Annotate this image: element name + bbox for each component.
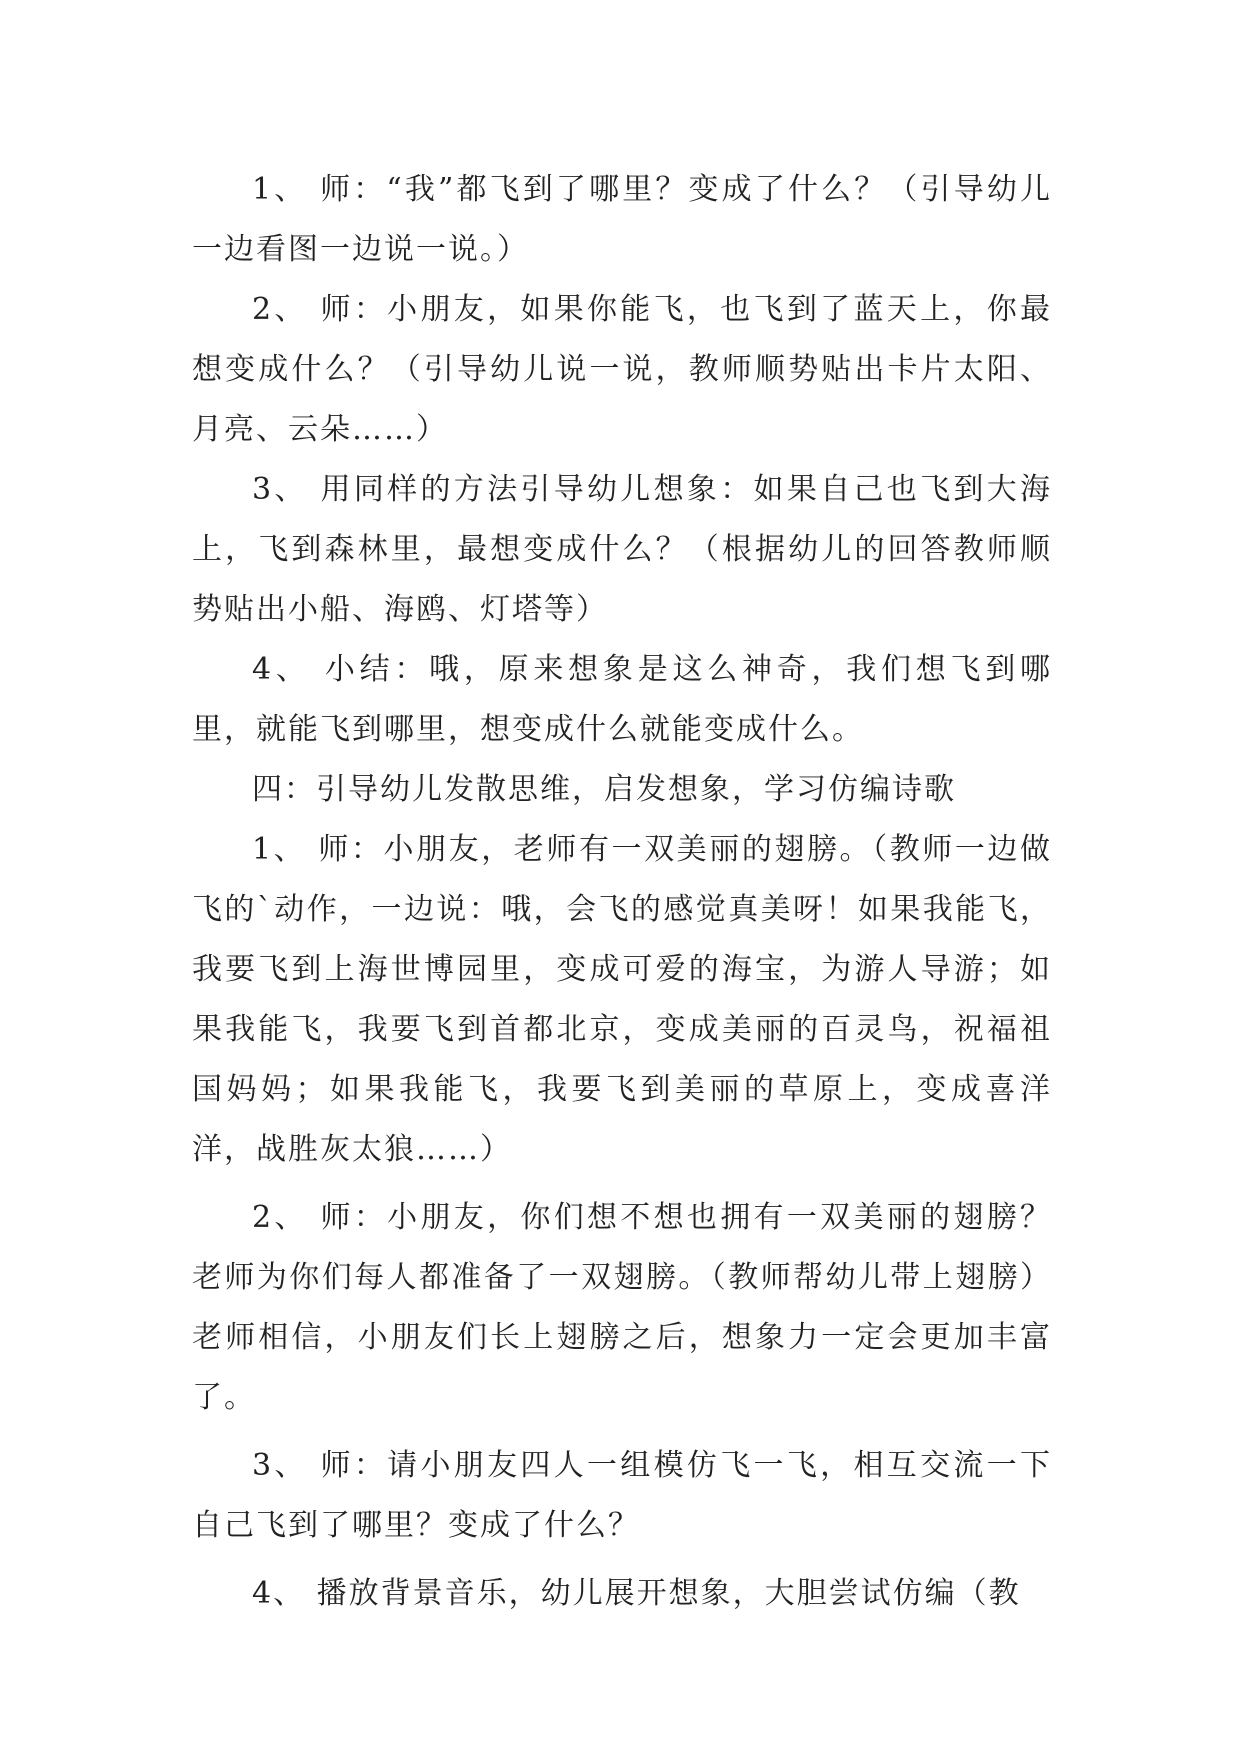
- paragraph-5: 1、 师：小朋友，老师有一双美丽的翅膀。（教师一边做飞的`动作，一边说：哦，会飞的感觉真美呀！如果我能飞，我要飞到上海世博园里，变成可爱的海宝，为游人导游；如果我能飞，我要飞到首都北京，变成美丽的百灵鸟，祝福祖国妈妈；如果我能飞，我要飞到美丽的草原上，变成喜洋洋，战胜灰太狼……）: [192, 832, 1052, 1167]
- paragraph-6: 2、 师：小朋友，你们想不想也拥有一双美丽的翅膀？老师为你们每人都准备了一双翅膀。（教师帮幼儿带上翅膀）老师相信，小朋友们长上翅膀之后，想象力一定会更加丰富了。: [192, 1200, 1052, 1415]
- paragraph-4: 4、 小结：哦，原来想象是这么神奇，我们想飞到哪里，就能飞到哪里，想变成什么就能变成什么。: [192, 652, 1052, 747]
- paragraph-7: 3、 师：请小朋友四人一组模仿飞一飞，相互交流一下自己飞到了哪里？变成了什么？: [192, 1448, 1052, 1543]
- paragraph-3: 3、 用同样的方法引导幼儿想象：如果自己也飞到大海上，飞到森林里，最想变成什么？（根据幼儿的回答教师顺势贴出小船、海鸥、灯塔等）: [192, 472, 1052, 627]
- paragraph-1: 1、 师：“我”都飞到了哪里？变成了什么？（引导幼儿一边看图一边说一说。）: [192, 172, 1052, 267]
- section-heading: 四：引导幼儿发散思维，启发想象，学习仿编诗歌: [252, 772, 956, 807]
- paragraph-8: 4、 播放背景音乐，幼儿展开想象，大胆尝试仿编（教: [252, 1576, 1021, 1611]
- document-body: [192, 160, 1052, 1624]
- paragraph-2: 2、 师：小朋友，如果你能飞，也飞到了蓝天上，你最想变成什么？（引导幼儿说一说，教师顺势贴出卡片太阳、月亮、云朵……）: [192, 292, 1052, 447]
